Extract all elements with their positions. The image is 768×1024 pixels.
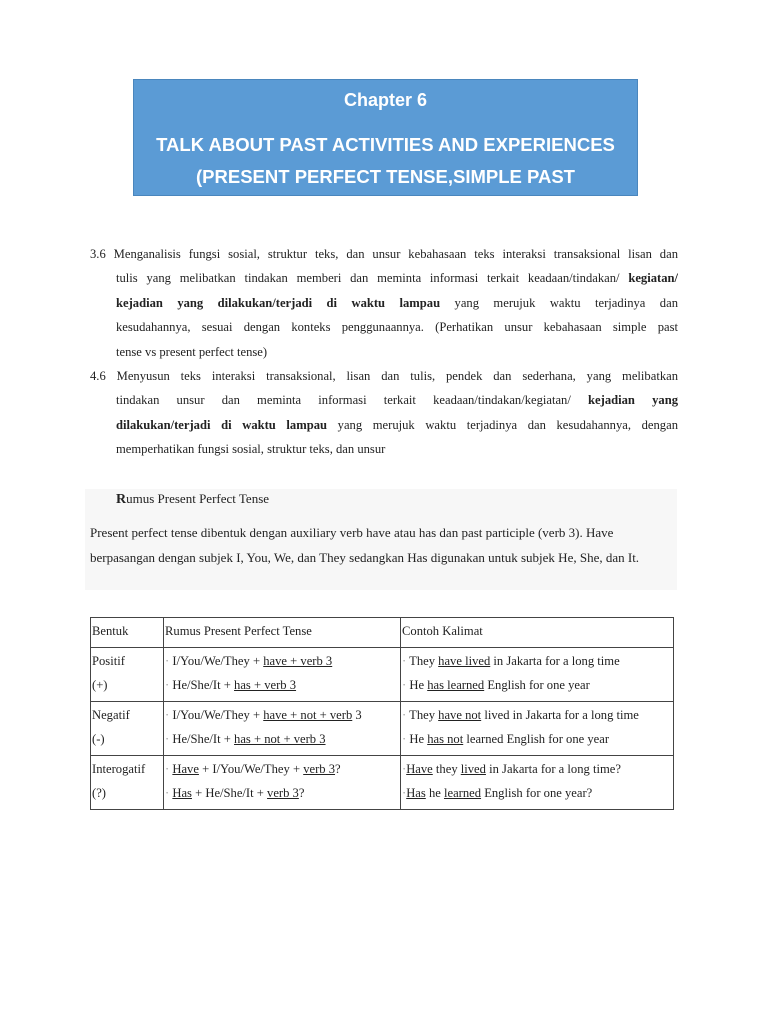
competency-line: dilakukan/terjadi di waktu lampau yang merujuk waktu terjadinya dan kesudahannya, dengan — [116, 417, 678, 432]
chapter-number: Chapter 6 — [343, 90, 428, 110]
chapter-title-line1: TALK ABOUT PAST ACTIVITIES AND EXPERIENCES — [156, 134, 615, 155]
chapter-banner — [133, 79, 638, 196]
competency-line: 4.6 Menyusun teks interaksi transaksional, lisan dan tulis, pendek dan sederhana, yang melibatkan — [90, 369, 678, 383]
competency-line: kesudahannya, sesuai dengan konteks penggunaannya. (Perhatikan unsur kebahasaan simple past — [116, 320, 678, 335]
cell-rumus: · Have + I/You/We/They + verb 3? · Has + He/She/It + verb 3? — [164, 755, 401, 809]
competency-line: tulis yang melibatkan tindakan memberi dan meminta informasi terkait keadaan/tindakan/ kegiatan/ — [116, 271, 678, 286]
cell-bentuk: Negatif (-) — [91, 701, 164, 755]
cell-contoh: ·Have they lived in Jakarta for a long time? ·Has he learned English for one year? — [401, 755, 674, 809]
rumus-explanation: Present perfect tense dibentuk dengan auxiliary verb have atau has dan past participle (verb 3). Have berpasangan dengan subjek I, You, We, dan They sedangkan Has digunakan untuk subjek He, She, dan It. — [90, 525, 640, 565]
header-rumus: Rumus Present Perfect Tense — [164, 618, 401, 648]
header-contoh: Contoh Kalimat — [401, 618, 674, 648]
cell-bentuk: Positif (+) — [91, 647, 164, 701]
competency-3-6 — [90, 242, 678, 364]
competency-line: 3.6 Menganalisis fungsi sosial, struktur teks, dan unsur kebahasaan teks interaksi transaksional lisan dan — [90, 247, 678, 261]
table-row-negatif — [91, 701, 674, 755]
competency-line: tense vs present perfect tense) — [116, 344, 268, 359]
cell-contoh: · They have not lived in Jakarta for a long time · He has not learned English for one year — [401, 701, 674, 755]
rumus-heading: Rumus Present Perfect Tense — [116, 491, 270, 507]
competency-line: memperhatikan fungsi sosial, struktur teks, dan unsur — [116, 442, 386, 457]
table-header-row — [91, 618, 674, 648]
table-row-interogatif — [91, 755, 674, 809]
competency-4-6 — [90, 364, 678, 462]
table-row-positif — [91, 647, 674, 701]
tense-table — [90, 617, 674, 810]
header-bentuk: Bentuk — [91, 618, 164, 648]
cell-contoh: · They have lived in Jakarta for a long time · He has learned English for one year — [401, 647, 674, 701]
cell-rumus: · I/You/We/They + have + verb 3 · He/She/It + has + verb 3 — [164, 647, 401, 701]
cell-rumus: · I/You/We/They + have + not + verb 3 · He/She/It + has + not + verb 3 — [164, 701, 401, 755]
cell-bentuk: Interogatif (?) — [91, 755, 164, 809]
competency-line: kejadian yang dilakukan/terjadi di waktu lampau yang merujuk waktu terjadinya dan — [116, 295, 678, 310]
competency-line: tindakan unsur dan meminta informasi terkait keadaan/tindakan/kegiatan/ kejadian yang — [116, 393, 678, 408]
chapter-title-line2: (PRESENT PERFECT TENSE,SIMPLE PAST — [196, 166, 575, 187]
